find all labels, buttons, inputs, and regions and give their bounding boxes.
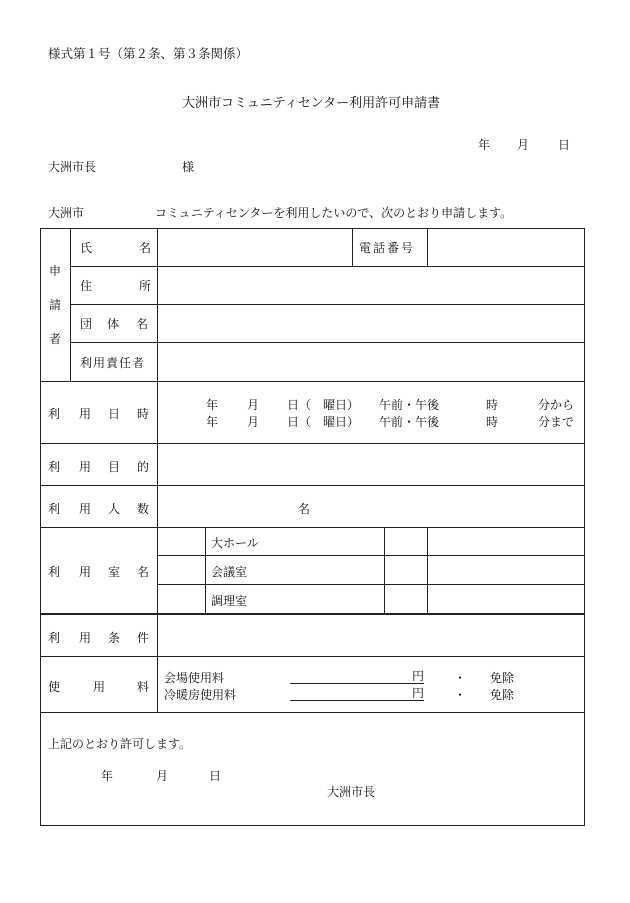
fee-aircon-name: 冷暖房使用料 <box>164 688 237 702</box>
end-hour: 時 <box>486 415 499 429</box>
approval-month: 月 <box>156 769 169 783</box>
start-weekday: 曜日） <box>323 398 360 412</box>
row-line <box>40 381 585 382</box>
room-checkbox-hall[interactable] <box>160 530 203 553</box>
room-name-meeting: 会議室 <box>211 565 248 579</box>
room-name-hall: 大ホール <box>211 536 259 550</box>
date-year-label: 年 <box>478 138 491 152</box>
conditions-label-4: 件 <box>137 631 150 645</box>
room-name-cooking: 調理室 <box>211 594 248 608</box>
conditions-field[interactable] <box>160 617 582 654</box>
name-field[interactable] <box>160 230 350 264</box>
room-checkbox-cooking[interactable] <box>160 587 203 611</box>
conditions-label-2: 用 <box>79 631 92 645</box>
row-line <box>40 712 585 713</box>
phone-field[interactable] <box>430 230 582 264</box>
org-field[interactable] <box>160 306 582 340</box>
org-label-2: 体 <box>107 317 120 331</box>
datetime-label-2: 用 <box>79 407 92 421</box>
name-label-2: 名 <box>139 241 152 255</box>
end-month: 月 <box>247 415 260 429</box>
room-checkbox-meeting[interactable] <box>160 558 203 582</box>
headcount-label-4: 数 <box>137 502 150 516</box>
purpose-label-1: 利 <box>48 460 61 474</box>
end-year: 年 <box>206 415 219 429</box>
fees-label-2: 用 <box>93 680 106 694</box>
start-day: 日（ <box>287 398 312 412</box>
org-label-1: 団 <box>80 317 93 331</box>
conditions-label-1: 利 <box>48 631 61 645</box>
phone-divider-left <box>352 228 353 266</box>
org-label-3: 名 <box>136 317 149 331</box>
phone-divider-right <box>427 228 428 266</box>
table-border-bottom <box>40 825 585 826</box>
address-field[interactable] <box>160 268 582 302</box>
name-label-1: 氏 <box>80 241 93 255</box>
purpose-label-3: 目 <box>108 460 121 474</box>
form-number: 様式第１号（第２条、第３条関係） <box>48 46 249 61</box>
fees-label-3: 料 <box>137 680 150 694</box>
fee-venue-separator: ・ <box>454 671 467 685</box>
datetime-label-3: 日 <box>108 407 121 421</box>
approval-signer: 大洲市長 <box>327 785 376 799</box>
end-weekday: 曜日） <box>323 415 360 429</box>
rooms-label-1: 利 <box>48 565 61 579</box>
conditions-label-3: 条 <box>108 631 121 645</box>
addressee: 大洲市長 <box>48 160 97 174</box>
purpose-field[interactable] <box>160 446 582 483</box>
end-minute: 分まで <box>538 415 575 429</box>
rooms-divider <box>205 527 206 613</box>
responsible-label: 利用責任者 <box>80 356 146 370</box>
headcount-field[interactable] <box>160 488 295 525</box>
row-line <box>157 555 585 556</box>
responsible-field[interactable] <box>160 345 582 379</box>
rooms-label-4: 名 <box>137 565 150 579</box>
fees-label-1: 使 <box>48 680 61 694</box>
row-line <box>70 266 585 267</box>
fee-aircon-yen: 円 <box>412 686 425 700</box>
phone-label: 電話番号 <box>359 241 416 255</box>
addressee-honorific: 様 <box>182 160 195 174</box>
purpose-label-4: 的 <box>137 460 150 474</box>
row-line <box>40 443 585 444</box>
headcount-label-2: 用 <box>79 502 92 516</box>
start-year: 年 <box>206 398 219 412</box>
form-title: 大洲市コミュニティセンター利用許可申請書 <box>182 96 441 111</box>
approval-year: 年 <box>101 769 114 783</box>
date-day-label: 日 <box>558 138 571 152</box>
headcount-unit: 名 <box>298 502 311 516</box>
approval-text: 上記のとおり許可します。 <box>48 737 192 751</box>
fee-venue-amount-field[interactable] <box>290 670 412 684</box>
fee-venue-exempt[interactable]: 免除 <box>490 671 515 685</box>
datetime-label-4: 時 <box>137 407 150 421</box>
intro-city: 大洲市 <box>48 206 85 220</box>
row-line <box>157 584 585 585</box>
row-line <box>70 304 585 305</box>
row-line <box>40 656 585 657</box>
applicant-group-label-2: 請 <box>49 298 62 312</box>
rooms-label-3: 室 <box>108 565 121 579</box>
rooms-divider <box>427 527 428 613</box>
address-label-2: 所 <box>139 279 152 293</box>
intro-text: コミュニティセンターを利用したいので、次のとおり申請します。 <box>155 206 513 220</box>
row-line <box>70 342 585 343</box>
row-line <box>40 613 585 615</box>
table-border-top <box>40 228 585 229</box>
label-divider <box>157 228 158 713</box>
approval-day: 日 <box>209 769 222 783</box>
applicant-group-label-1: 申 <box>49 264 62 278</box>
start-minute: 分から <box>538 398 575 412</box>
rooms-divider <box>384 527 385 613</box>
datetime-label-1: 利 <box>48 407 61 421</box>
row-line <box>40 527 585 528</box>
purpose-label-2: 用 <box>79 460 92 474</box>
fee-venue-yen: 円 <box>412 669 425 683</box>
start-hour: 時 <box>486 398 499 412</box>
address-label-1: 住 <box>80 279 93 293</box>
fee-aircon-amount-field[interactable] <box>290 687 412 701</box>
end-day: 日（ <box>287 415 312 429</box>
fee-venue-name: 会場使用料 <box>164 671 225 685</box>
fee-aircon-separator: ・ <box>454 688 467 702</box>
start-month: 月 <box>247 398 260 412</box>
headcount-label-1: 利 <box>48 502 61 516</box>
applicant-group-label-3: 者 <box>49 332 62 346</box>
headcount-label-3: 人 <box>108 502 121 516</box>
start-ampm: 午前・午後 <box>379 398 440 412</box>
fee-aircon-exempt[interactable]: 免除 <box>490 688 515 702</box>
date-month-label: 月 <box>517 138 530 152</box>
rooms-label-2: 用 <box>79 565 92 579</box>
end-ampm: 午前・午後 <box>379 415 440 429</box>
row-line <box>40 485 585 486</box>
